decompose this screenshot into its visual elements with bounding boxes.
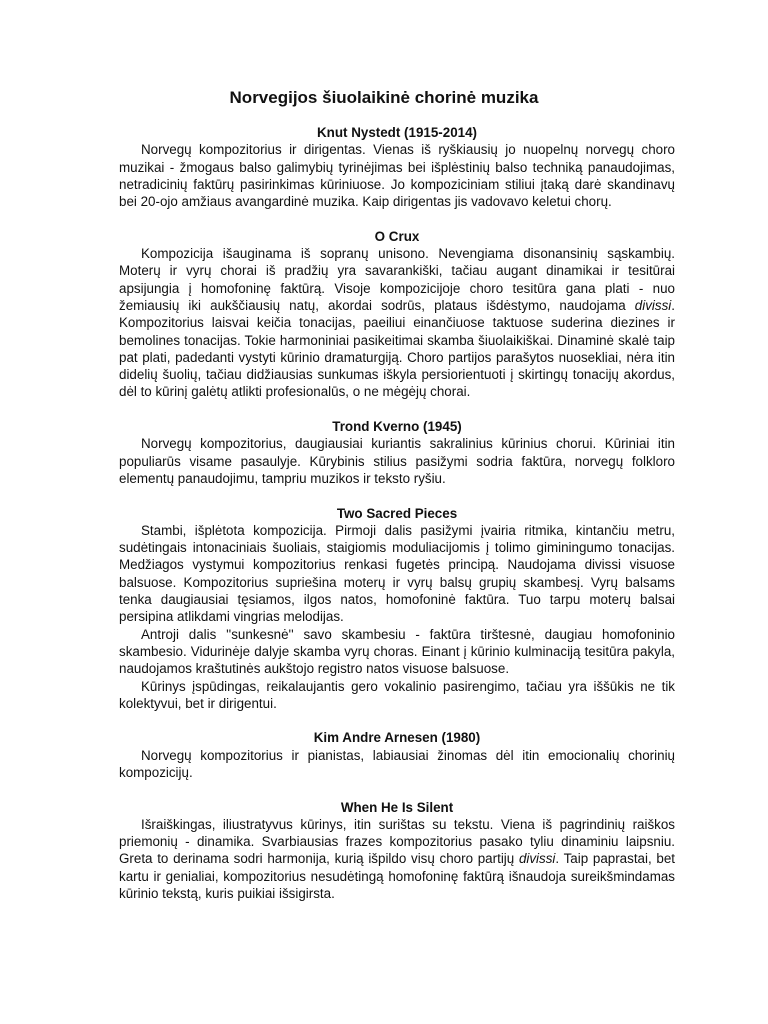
section — [119, 729, 675, 781]
section — [119, 799, 675, 903]
paragraph: Norvegų kompozitorius ir dirigentas. Vienas iš ryškiausių jo nuopelnų norvegų choro muzikai - žmogaus balso galimybių tyrinėjimas bei išplėstinių balso techniką panaudojimas, netradicinių faktūrų pasirinkimas kūriniuose. Jo kompoziciniam stiliui įtaką darė skandinavų bei 20-ojo amžiaus avangardinė muzika. Kaip dirigentas jis vadovavo keletui chorų. — [119, 142, 675, 210]
page-title: Norvegijos šiuolaikinė chorinė muzika — [229, 88, 539, 107]
paragraph: Antroji dalis ''sunkesnė'' savo skambesiu - faktūra tirštesnė, daugiau homofoninio skambesio. Vidurinėje dalyje skamba vyrų choras. Einant į kūrinio kulminaciją tesitūra pakyla, naudojamos kraštutinės aukštojo registro natos visuose balsuose. — [119, 626, 675, 677]
paragraph: Kūrinys įspūdingas, reikalaujantis gero vokalinio pasirengimo, tačiau yra iššūkis ne tik kolektyvui, bet ir dirigentui. — [119, 678, 675, 711]
section-heading: Knut Nystedt (1915-2014) — [317, 125, 477, 140]
section-heading: Two Sacred Pieces — [336, 505, 458, 521]
section — [119, 418, 675, 487]
section-heading: Trond Kverno (1945) — [332, 419, 462, 435]
paragraph: Norvegų kompozitorius ir pianistas, labiausiai žinomas dėl itin emocionalių chorinių kompozicijų. — [119, 747, 675, 780]
section-heading: O Crux — [374, 228, 420, 244]
section-heading: Kim Andre Arnesen (1980) — [313, 730, 481, 746]
section — [119, 505, 675, 713]
section — [119, 124, 675, 210]
paragraph: Išraiškingas, iliustratyvus kūrinys, itin surištas su tekstu. Viena iš pagrindinių raiškos priemonių - dinamika. Svarbiausias frazes kompozitorius pasako tyliu dinaminiu laipsniu. Greta to derinama sodri harmonija, kurią išpildo visų choro partijų divissi. Taip paprastai, bet kartu ir genialiai, kompozitorius nesudėtingą homofoninę faktūrą išnaudoja sureikšmindamas kūrinio tekstą, kuris puikiai išsigirsta. — [119, 816, 676, 902]
document-body — [119, 124, 675, 920]
section — [119, 228, 675, 401]
section-heading: When He Is Silent — [340, 799, 454, 815]
paragraph: Kompozicija išauginama iš sopranų unisono. Nevengiama disonansinių sąskambių. Moterų ir vyrų chorai iš pradžių yra savarankiški, tačiau augant dinamikai ir tesitūrai apsijungia į homofoninę faktūrą. Visoje kompozicijoje choro tesitūra gana plati - nuo žemiausių iki aukščiausių natų, akordai sodrūs, plataus išdėstymo, naudojama divissi. Kompozitorius laisvai keičia tonacijas, paeiliui einančiuose taktuose suderina diezines ir bemolines tonacijas. Tokie harmoniniai pasikeitimai skamba šiuolaikiškai. Dinaminė skalė taip pat plati, padedanti vystyti kūrinio dramaturgiją. Choro partijos parašytos nuosekliai, nėra itin didelių šuolių, tačiau didžiausias sunkumas iškyla persiorientuoti į skirtingų tonacijų akordus, dėl to kūrinį galėtų atlikti profesionalūs, o ne mėgėjų chorai. — [119, 246, 675, 400]
paragraph: Stambi, išplėtota kompozicija. Pirmoji dalis pasižymi įvairia ritmika, kintančiu metru, sudėtingais intonaciniais šuoliais, staigiomis moduliacijomis į tolimo giminingumo tonacijas. Medžiagos vystymui kompozitorius renkasi fugetės principą. Naudojama divissi visuose balsuose. Kompozitorius supriešina moterų ir vyrų balsų grupių skambesį. Vyrų balsams tenka daugiausiai tęsiamos, ilgos natos, homofoninė faktūra. Tuo tarpu moterų balsai persipina atlikdami vingrias melodijas. — [119, 522, 675, 625]
paragraph: Norvegų kompozitorius, daugiausiai kuriantis sakralinius kūrinius chorui. Kūriniai itin populiarūs visame pasaulyje. Kūrybinis stilius pasižymi sodria faktūra, norvegų folkloro elementų panaudojimu, tampriu muzikos ir teksto ryšiu. — [119, 436, 675, 486]
